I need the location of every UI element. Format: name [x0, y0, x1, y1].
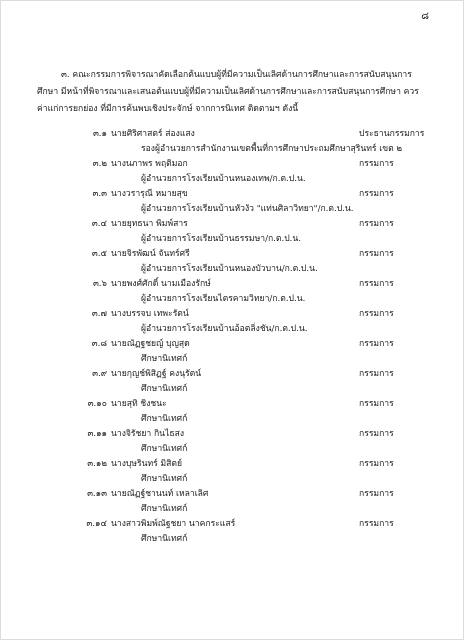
member-number: ๓.๑๐: [87, 399, 107, 409]
member-number: ๓.๔: [91, 219, 107, 229]
member-item-1: [37, 127, 429, 157]
member-role: กรรมการ: [359, 219, 394, 229]
member-name: นายศิริศาสตร์ ส่องแสง: [111, 129, 195, 139]
member-role: กรรมการ: [359, 459, 394, 469]
member-name: นายณัฏฐชยญ์ บุญสุด: [111, 339, 190, 349]
member-role: กรรมการ: [359, 339, 394, 349]
member-number: ๓.๑๔: [86, 519, 107, 529]
member-role: กรรมการ: [359, 279, 394, 289]
member-position: ผู้อำนวยการโรงเรียนบ้านธรรมษา/ก.ต.ป.น.: [141, 234, 302, 244]
member-position: ศึกษานิเทศก์: [141, 444, 188, 454]
member-item-8: [37, 337, 429, 367]
member-role: กรรมการ: [359, 159, 394, 169]
member-name: นางวรารุณี หมายสุข: [111, 189, 188, 199]
member-name: นางบรรจบ เทพะรัตน์: [111, 309, 189, 319]
member-name: นายยุทธนา พิมพ์สาร: [111, 219, 188, 229]
member-item-7: [37, 307, 429, 337]
member-position: ผู้อำนวยการโรงเรียนไตรคามวิทยา/ก.ต.ป.น.: [141, 294, 306, 304]
member-name: นางบุษรินทร์ มิสิตย์: [111, 459, 183, 469]
member-number: ๓.๒: [92, 159, 107, 169]
member-number: ๓.๑๑: [87, 429, 107, 439]
member-position: ผู้อำนวยการโรงเรียนบ้านหนองบัวบาน/ก.ต.ป.น.: [141, 264, 318, 274]
member-item-13: [37, 487, 429, 517]
member-name: นางนภาพร พฤติมอก: [111, 159, 188, 169]
member-name: นายกุญช์พิสิฏฐ์ คงนุรัตน์: [111, 369, 202, 379]
member-position: ศึกษานิเทศก์: [141, 384, 188, 394]
member-number: ๓.๑๒: [87, 459, 107, 469]
member-role: กรรมการ: [359, 249, 394, 259]
member-item-5: [37, 247, 429, 277]
member-name: นายพงศ์ศักดิ์ นามเมืองรักษ์: [111, 279, 211, 289]
section-intro-paragraph: ๓. คณะกรรมการพิจารณาคัดเลือกต้นแบบผู้ที่มีความเป็นเลิศด้านการศึกษาและการสนับสนุนการศึกษา มีหน้าที่พิจารณาและเสนอต้นแบบผู้ที่มีความเป็นเลิศด้านการศึกษาและการสนับสนุนการศึกษา ควรค่าแก่การยกย่อง ที่มีการค้นพบเชิงประจักษ์ จากการนิเทศ ติดตามฯ ดังนี้: [37, 70, 419, 114]
member-number: ๓.๕: [91, 249, 107, 259]
member-position: ผู้อำนวยการโรงเรียนบ้านหัวงัว "แท่นศิลาวิทยา"/ก.ต.ป.น.: [141, 204, 354, 214]
member-role: กรรมการ: [359, 399, 394, 409]
member-role: กรรมการ: [359, 519, 394, 529]
member-name: นางจิรัชยา กินไธสง: [111, 429, 185, 439]
page-number: ๘: [421, 11, 429, 22]
member-item-3: [37, 187, 429, 217]
member-name: นายสุทิ ชิงชนะ: [111, 399, 167, 409]
member-position: ผู้อำนวยการโรงเรียนบ้านอ้อตลิ่งชัน/ก.ต.ป.น.: [141, 324, 308, 334]
member-item-11: [37, 427, 429, 457]
member-number: ๓.๘: [91, 339, 107, 349]
member-position: ศึกษานิเทศก์: [141, 504, 188, 514]
member-item-14: [37, 517, 429, 547]
member-item-2: [37, 157, 429, 187]
member-position: รองผู้อำนวยการสำนักงานเขตพื้นที่การศึกษาประถมศึกษาสุรินทร์ เขต ๒: [141, 144, 403, 154]
member-role: กรรมการ: [359, 429, 394, 439]
member-position: ศึกษานิเทศก์: [141, 534, 188, 544]
member-number: ๓.๑: [92, 129, 107, 139]
member-name: นางสาวพิมพ์ณัฐชยา นาคกระแสร์: [111, 519, 236, 529]
member-name: นายจิรพัฒน์ จันทร์ศรี: [111, 249, 190, 259]
member-item-9: [37, 367, 429, 397]
member-number: ๓.๙: [92, 369, 107, 379]
member-position: ผู้อำนวยการโรงเรียนบ้านหนองเทพ/ก.ต.ป.น.: [141, 174, 306, 184]
member-number: ๓.๖: [92, 279, 107, 289]
member-name: นายณัฏฐ์ชานนท์ เหลาเลิศ: [111, 489, 209, 499]
member-position: ศึกษานิเทศก์: [141, 354, 188, 364]
member-number: ๓.๑๓: [87, 489, 107, 499]
member-role: กรรมการ: [359, 189, 394, 199]
member-number: ๓.๗: [91, 309, 107, 319]
member-role: กรรมการ: [359, 369, 394, 379]
member-position: ศึกษานิเทศก์: [141, 474, 188, 484]
member-item-12: [37, 457, 429, 487]
member-number: ๓.๓: [92, 189, 107, 199]
member-item-6: [37, 277, 429, 307]
member-item-10: [37, 397, 429, 427]
member-item-4: [37, 217, 429, 247]
member-position: ศึกษานิเทศก์: [141, 414, 188, 424]
committee-member-list: [37, 127, 429, 547]
member-role: ประธานกรรมการ: [359, 129, 425, 139]
member-role: กรรมการ: [359, 489, 394, 499]
member-role: กรรมการ: [359, 309, 394, 319]
